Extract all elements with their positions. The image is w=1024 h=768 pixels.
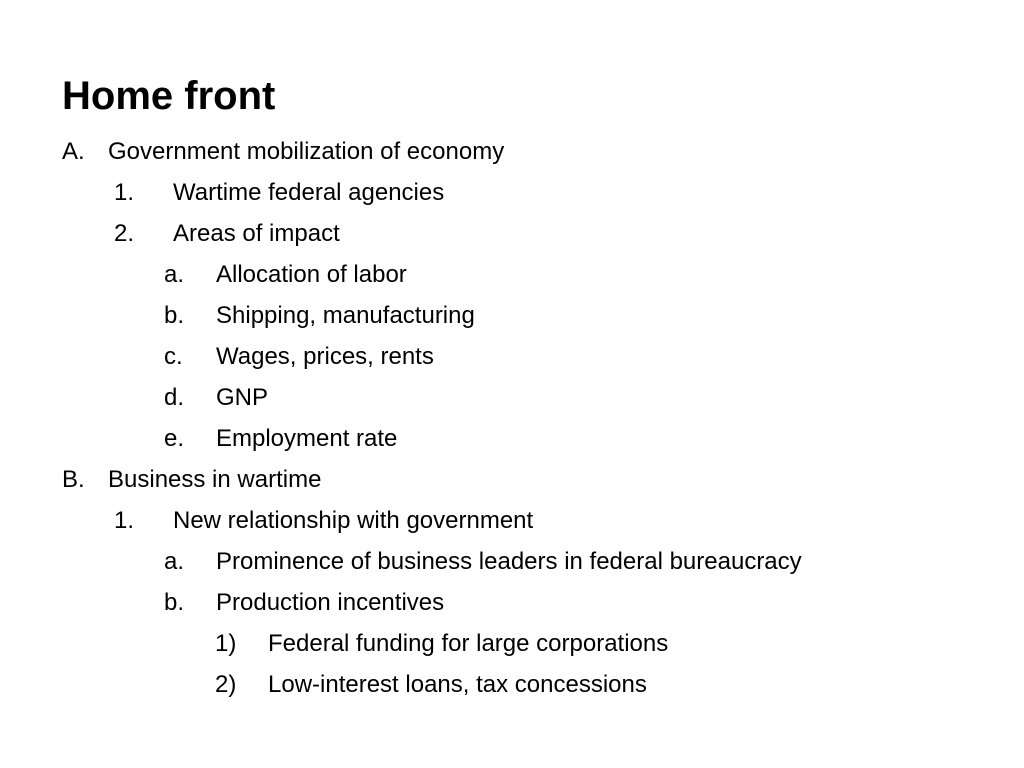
outline-item-wartime-agencies (0, 172, 1024, 213)
outline-marker: e. (164, 425, 185, 452)
outline-marker: A. (62, 138, 85, 165)
outline-marker: 2. (114, 220, 135, 247)
slide-title: Home front (62, 74, 276, 118)
outline-item-wages-prices-rents (0, 336, 1024, 377)
outline-item-new-relationship (0, 500, 1024, 541)
outline-marker: b. (164, 302, 185, 329)
outline-text: Areas of impact (173, 220, 340, 247)
outline-marker: B. (62, 466, 85, 493)
outline-item-employment-rate (0, 418, 1024, 459)
outline-marker: 1. (114, 507, 135, 534)
outline-item-shipping-manufacturing (0, 295, 1024, 336)
outline-text: Wartime federal agencies (173, 179, 445, 206)
outline-text: Shipping, manufacturing (216, 302, 475, 329)
outline-marker: a. (164, 548, 185, 575)
outline-item-business-leaders (0, 541, 1024, 582)
outline-item-gnp (0, 377, 1024, 418)
outline-text: Allocation of labor (216, 261, 407, 288)
outline-item-federal-funding (0, 623, 1024, 664)
outline-text: Prominence of business leaders in federal bureaucracy (216, 548, 802, 575)
outline-item-production-incentives (0, 582, 1024, 623)
outline-item-government-mobilization (0, 131, 1024, 172)
outline-text: Wages, prices, rents (216, 343, 434, 370)
outline-text: Government mobilization of economy (108, 138, 505, 165)
outline-marker: 1. (114, 179, 135, 206)
outline-marker: a. (164, 261, 185, 288)
outline-item-allocation-of-labor (0, 254, 1024, 295)
outline-marker: d. (164, 384, 185, 411)
outline-item-areas-of-impact (0, 213, 1024, 254)
outline-marker: 1) (215, 630, 237, 657)
outline-marker: c. (164, 343, 183, 370)
outline-marker: 2) (215, 671, 237, 698)
outline-text: Low-interest loans, tax concessions (268, 671, 647, 698)
outline-text: Business in wartime (108, 466, 322, 493)
outline-text: Employment rate (216, 425, 398, 452)
outline-item-low-interest-loans (0, 664, 1024, 705)
outline-text: GNP (216, 384, 269, 411)
outline-text: Federal funding for large corporations (268, 630, 669, 657)
outline-list (0, 131, 1024, 705)
outline-text: New relationship with government (173, 507, 534, 534)
outline-item-business-in-wartime (0, 459, 1024, 500)
outline-text: Production incentives (216, 589, 445, 616)
outline-marker: b. (164, 589, 185, 616)
